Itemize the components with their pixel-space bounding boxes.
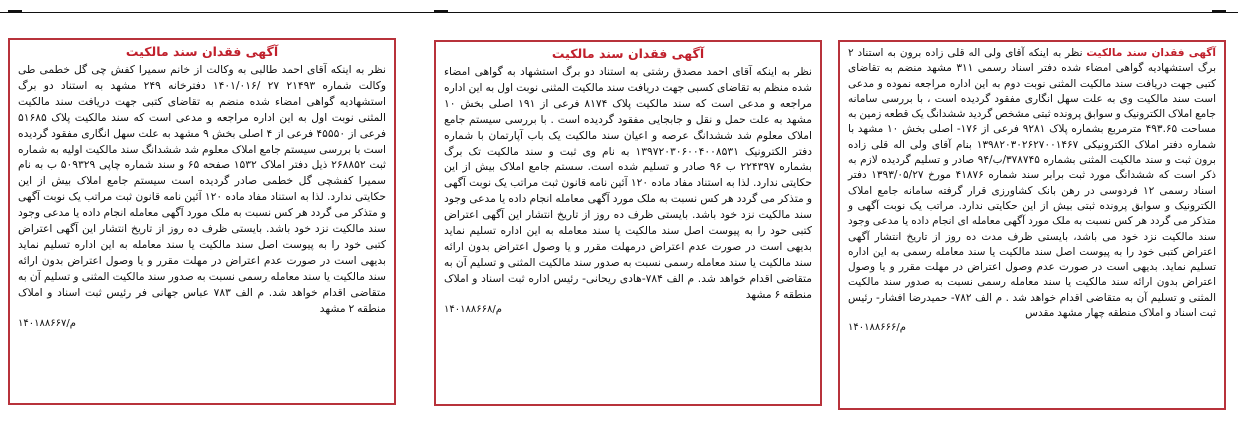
notice-box-middle — [434, 40, 822, 406]
notice-body-container — [848, 46, 1216, 321]
top-corner-mark — [8, 0, 22, 12]
top-rule — [0, 0, 1238, 16]
top-corner-mark — [434, 0, 448, 12]
notice-body: نظر به اینکه آقای احمد طالبی به وکالت از خانم سمیرا کفش چی گل خطمی طی وکالت شماره ۲۱۴۹۳ ۲۷ /۱۴۰۱/۰۱۶ دفترخانه ۲۴۹ مشهد به استناد دو برگ استشهادیه گواهی امضاء شده منضم به تقاضای کتبی جهت دریافت سند مالکیت المثنی نوبت اول به این اداره مراجعه و مدعی است که سند مالکیت پلاک ۵۱۶۸۵ فرعی از ۴۵۵۵۰ فرعی از ۴ اصلی بخش ۹ مشهد به علت سهل انگاری مفقود گردیده است با بررسی سیستم جامع املاک معلوم شد ششدانگ سند مالکیت اولیه به شماره ثبت ۲۶۸۸۵۲ ذیل دفتر املاک ۱۵۳۲ صفحه ۶۵ و سند شماره چاپی ۵۰۹۳۲۹ ب به نام سمیرا کفشچی گل خطمی صادر گردیده است سیستم جامع املاک بیش از این حکایتی ندارد. لذا به استناد مفاد ماده ۱۲۰ آئین نامه قانون ثبت مراتب یک نوبت آگهی و متذکر می گردد هر کس نسبت به ملک مورد آگهی معامله انجام داده یا مدعی وجود سند مالکیت نزد خود باشد. بایستی ظرف ده روز از تاریخ انتشار این آگهی اعتراض کتبی خود را به پیوست اصل سند مالکیت یا سند معامله به این اداره تسلیم نماید بدیهی است در صورت عدم اعتراض در مهلت مقرر و یا وصول اعتراض بدون ارائه سند مالکیت یا سند معامله رسمی نسبت به صدور سند مالکیت المثنی و تسلیم آن به متقاضی اقدام خواهد شد. م الف ۷۸۳ عباس جهانی فر رئیس ثبت اسناد و املاک منطقه ۲ مشهد — [18, 63, 387, 315]
notice-code: ۱۴۰۱۸۸۶۶۶/م — [848, 322, 906, 334]
notice-title: آگهی فقدان سند مالکیت — [1086, 47, 1216, 59]
notice-title: آگهی فقدان سند مالکیت — [551, 46, 705, 61]
notice-box-left — [8, 38, 396, 405]
notice-body: نظر به اینکه آقای ولی اله قلی زاده برون به استناد ۲ برگ استشهادیه گواهی امضاء شده دفتر اسناد رسمی ۳۱۱ مشهد منضم به تقاضای کتبی جهت دریافت سند مالکیت المثنی نوبت دوم به این اداره مراجعه نموده و مدعی است سند مالکیت وی به علت سهل انگاری مفقود گردیده است ، با بررسی سامانه جامع املاک الکترونیک و سوابق پرونده ثبتی مشخص گردید ششدانگ یک قطعه زمین به مساحت ۴۹۳.۶۵ مترمربع بشماره پلاک ۹۲۸۱ فرعی از ۱۷۶- اصلی بخش ۱۰ مشهد با شماره دفتر املاک الکترونیکی ۱۳۹۸۲۰۳۰۲۶۲۷۰۰۱۴۶۷ بنام آقای ولی اله قلی زاده برون ثبت و سند مالکیت المثنی بشماره ۳۷۸۷۴۵/ب/۹۴ صادر و تسلیم گردیده لازم به ذکر است که ششدانگ مورد ثبت برابر سند شماره ۴۱۸۷۶ مورخ ۱۳۹۳/۰۵/۲۷ دفتر اسناد رسمی ۱۲ فردوسی در رهن بانک کشاورزی قرار گرفته سامانه جامع املاک الکترونیک و سوابق پرونده ثبتی بیش از این حکایتی ندارد. مراتب یک نوبت آگهی و متذکر می گردد هر کس نسبت به ملک مورد آگهی معامله ای انجام داده یا مدعی وجود سند مالکیت نزد خود می باشد، بایستی ظرف مدت ده روز از تاریخ انتشار آگهی اعتراض کتبی خود را به پیوست اصل سند مالکیت یا سند معامله رسمی به این اداره تسلیم نماید. بدیهی است در صورت عدم وصول اعتراض در مهلت مقرر و یا وصول اعتراض بدون ارائه سند مالکیت یا سند معامله رسمی نسبت به صدور سند مالکیت المثنی و تسلیم آن به متقاضی اقدام خواهد شد . م الف ۷۸۲- حمیدرضا افشار- رئیس ثبت اسناد و املاک منطقه چهار مشهد مقدس — [848, 47, 1216, 320]
notice-box-right — [838, 40, 1226, 410]
notice-body: نظر به اینکه آقای احمد مصدق رشتی به استناد دو برگ استشهاد به گواهی امضاء شده منظم به تقاضای کسبی جهت دریافت سند مالکیت المثنی نوبت اول به این اداره مراجعه و مدعی است که سند مالکیت پلاک ۸۱۷۴ فرعی از ۱۹۱ اصلی بخش ۱۰ مشهد به علت حمل و نقل و جابجایی مفقود گردیده است . با بررسی سیستم جامع املاک معلوم شد ششدانگ عرصه و اعیان سند مالکیت یک باب آپارتمان با شماره دفتر الکترونیک ۱۳۹۷۲۰۳۰۶۰۰۴۰۰۸۵۳۱ به نام وی ثبت و سند مالکیت تک برگ بشماره ۲۲۴۳۹۷ ب ۹۶ صادر و تسلیم شده است. سستم جامع املاک بیش از این حکایتی ندارد. لذا به استناد مفاد ماده ۱۲۰ آئین نامه قانون ثبت مراتب یک نوبت آگهی و متذکر می گردد هر کس نسبت به ملک مورد آگهی معامله انجام داده یا مدعی وجود سند مالکیت نزد خود باشد. بایستی ظرف ده روز از تاریخ انتشار این آگهی اعتراض کتبی حود را به پیوست اصل سند مالکیت یا سند معامله به این اداره تسلیم نماید بدیهی است در صورت عدم اعتراض درمهلت مقرر و یا وصول اعتراض بدون ارائه سند مالکیت یا سند معامله رسمی نسبت به صدور سند مالکیت المثنی و تسلیم آن به متقاضی اقدام خواهد شد. م الف ۷۸۴-هادی ریحانی- رئیس اداره ثبت اسناد و املاک منطقه ۶ مشهد — [444, 65, 812, 301]
notice-code: ۱۴۰۱۸۸۶۶۷/م — [18, 317, 76, 329]
top-corner-mark — [1212, 0, 1226, 12]
top-divider — [0, 12, 1238, 13]
notice-code: ۱۴۰۱۸۸۶۶۸/م — [444, 303, 502, 315]
notice-title: آگهی فقدان سند مالکیت — [125, 44, 279, 59]
